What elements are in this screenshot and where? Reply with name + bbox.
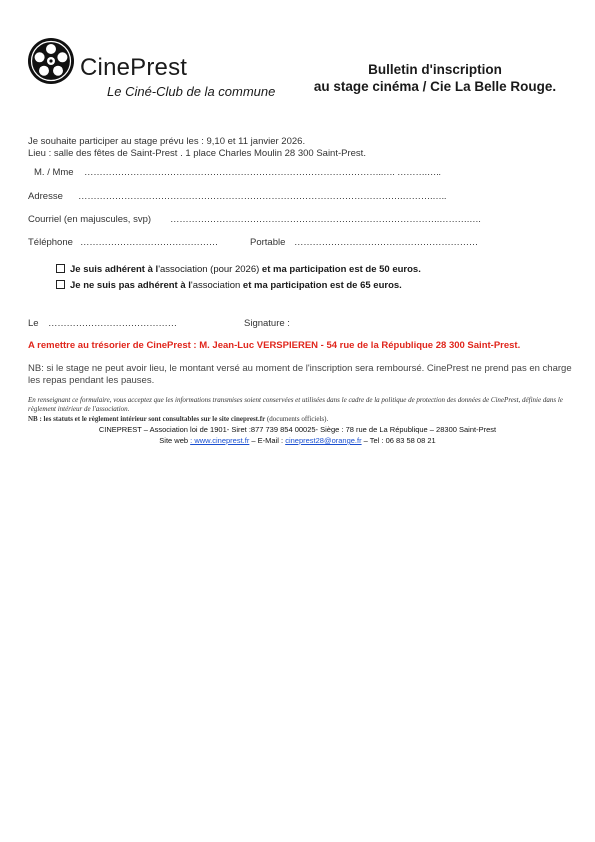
statutes-note [28,415,328,423]
mobile-label: Portable [250,237,286,248]
phone-label: Téléphone [28,237,73,248]
website-link[interactable]: : www.cineprest.fr [190,436,250,445]
brand-tagline: Le Ciné-Club de la commune [107,84,276,99]
member-choice-text-c: et ma participation est de 50 euros. [259,264,421,275]
footer-site-label: Site web [159,436,191,445]
member-checkbox[interactable] [56,264,65,273]
statutes-note-suffix: (documents officiels). [265,415,329,423]
footer-contact [0,436,595,445]
title-line-2: au stage cinéma / Cie La Belle Rouge. [313,79,557,94]
name-label: M. / Mme [34,167,74,178]
footer-email-label: – E-Mail : [249,436,286,445]
footer-association-info: CINEPREST – Association loi de 1901- Siret :877 739 854 00025- Siège : 78 rue de La République – 28300 Saint-Prest [98,425,497,434]
address-label: Adresse [28,191,63,202]
name-field[interactable]: ……………………………………………………………………………………..…. ……….….. [84,167,441,178]
non-member-choice[interactable] [56,280,402,291]
email-link[interactable]: cineprest28@orange.fr [285,436,362,445]
signature-label: Signature : [244,318,290,329]
refund-note: NB: si le stage ne peut avoir lieu, le montant versé au moment de l'inscription sera remboursé. CinePrest ne prend pas en charge les repas pendant les pauses. [28,363,572,386]
member-choice[interactable] [56,264,421,275]
intro-location: Lieu : salle des fêtes de Saint-Prest . 1 place Charles Moulin 28 300 Saint-Prest. [28,148,366,159]
member-choice-text-b: 'association (pour 2026) [158,264,260,275]
non-member-choice-text-c: et ma participation est de 65 euros. [240,280,402,291]
intro-text [28,136,366,160]
privacy-notice: En renseignant ce formulaire, vous acceptez que les informations transmises soient conservées et utilisées dans le cadre de la politique de protection des données de CinePrest, définie dans le règlement intérieur de l'association. [28,396,563,413]
non-member-choice-text-b: 'association [190,280,241,291]
mobile-field[interactable]: …………………………………………………… [294,237,479,248]
non-member-checkbox[interactable] [56,280,65,289]
non-member-choice-text-a: Je ne suis pas adhérent à l [70,280,191,291]
intro-dates: Je souhaite participer au stage prévu les : 9,10 et 11 janvier 2026. [28,136,306,147]
member-choice-text-a: Je suis adhérent à l [70,264,159,275]
brand-name: CinePrest [80,54,188,81]
phone-field[interactable]: ……………………………………… [80,237,219,248]
email-field[interactable]: …………………………………………………………………………….……….…. [170,214,481,225]
title-line-1: Bulletin d'inscription [368,62,502,77]
footer-phone: – Tel : 06 83 58 08 21 [361,436,436,445]
document-title [300,61,570,95]
date-field[interactable]: …………………………………… [48,318,177,329]
email-label: Courriel (en majuscules, svp) [28,214,152,225]
address-field[interactable]: …………………………………………………………………………………………….……….….. [78,191,447,202]
statutes-note-bold: NB : les statuts et le règlement intérieur sont consultables sur le site cineprest.fr [28,415,266,423]
date-label: Le [28,318,39,329]
film-reel-logo-icon [26,36,76,86]
remit-instructions: A remettre au trésorier de CinePrest : M. Jean-Luc VERSPIEREN - 54 rue de la République 28 300 Saint-Prest. [28,340,521,351]
